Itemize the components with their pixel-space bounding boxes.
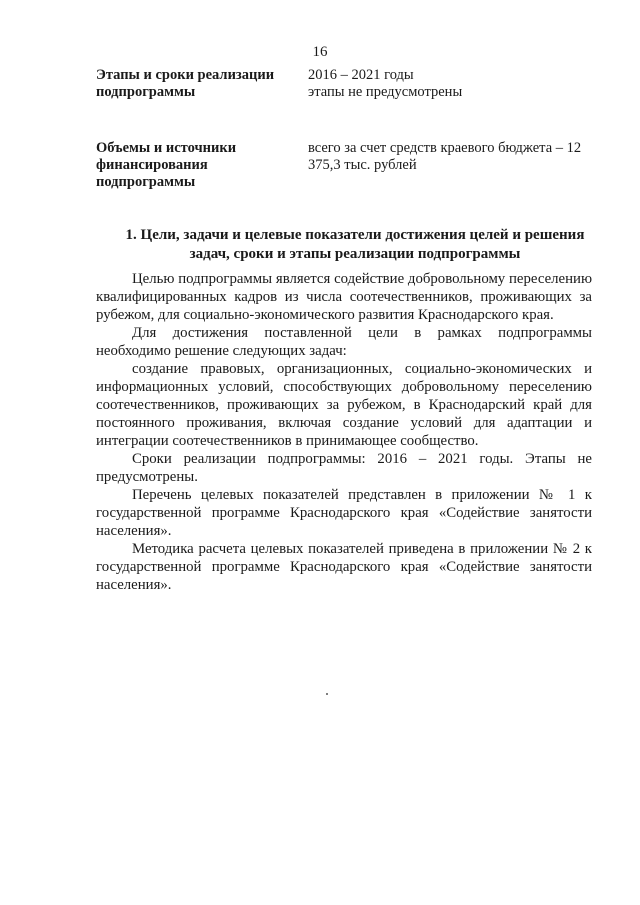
paragraph-tasks-intro: Для достижения поставленной цели в рамках подпрограммы необходимо решение следующих задач:: [96, 325, 592, 359]
passport-value-funding: всего за счет средств краевого бюджета – 12 375,3 тыс. рублей: [308, 140, 582, 173]
passport-label-stages: Этапы и сроки реализации подпрограммы: [96, 67, 275, 100]
passport-label-funding: Объемы и источники финансирования подпрограммы: [96, 140, 237, 190]
section-body: [96, 270, 592, 594]
paragraph-terms: Сроки реализации подпрограммы: 2016 – 2021 годы. Этапы не предусмотрены.: [96, 451, 592, 485]
page-number: 16: [312, 44, 328, 60]
section-title: 1. Цели, задачи и целевые показатели достижения целей и решения задач, сроки и этапы реализации подпрограммы: [125, 227, 585, 262]
paragraph-goal: Целью подпрограммы является содействие добровольному переселению квалифицированных кадров из числа соотечественников, проживающих за рубежом, для социально-экономического развития Краснодарского края.: [96, 271, 592, 323]
paragraph-methodology: Методика расчета целевых показателей приведена в приложении № 2 к государственной программе Краснодарского края «Содействие занятости населения».: [96, 541, 592, 593]
paragraph-task: создание правовых, организационных, социально-экономических и информационных условий, способствующих добровольному переселению соотечественников, проживающих за рубежом, в Краснодарский край для постоянного проживания, включая создание условий для адаптации и интеграции соотечественников в принимающее сообщество.: [96, 361, 592, 449]
paragraph-indicators: Перечень целевых показателей представлен в приложении № 1 к государственной программе Краснодарского края «Содействие занятости населения».: [96, 487, 592, 539]
scan-speck: [326, 693, 328, 695]
passport-value-stages: 2016 – 2021 годы этапы не предусмотрены: [308, 67, 463, 100]
